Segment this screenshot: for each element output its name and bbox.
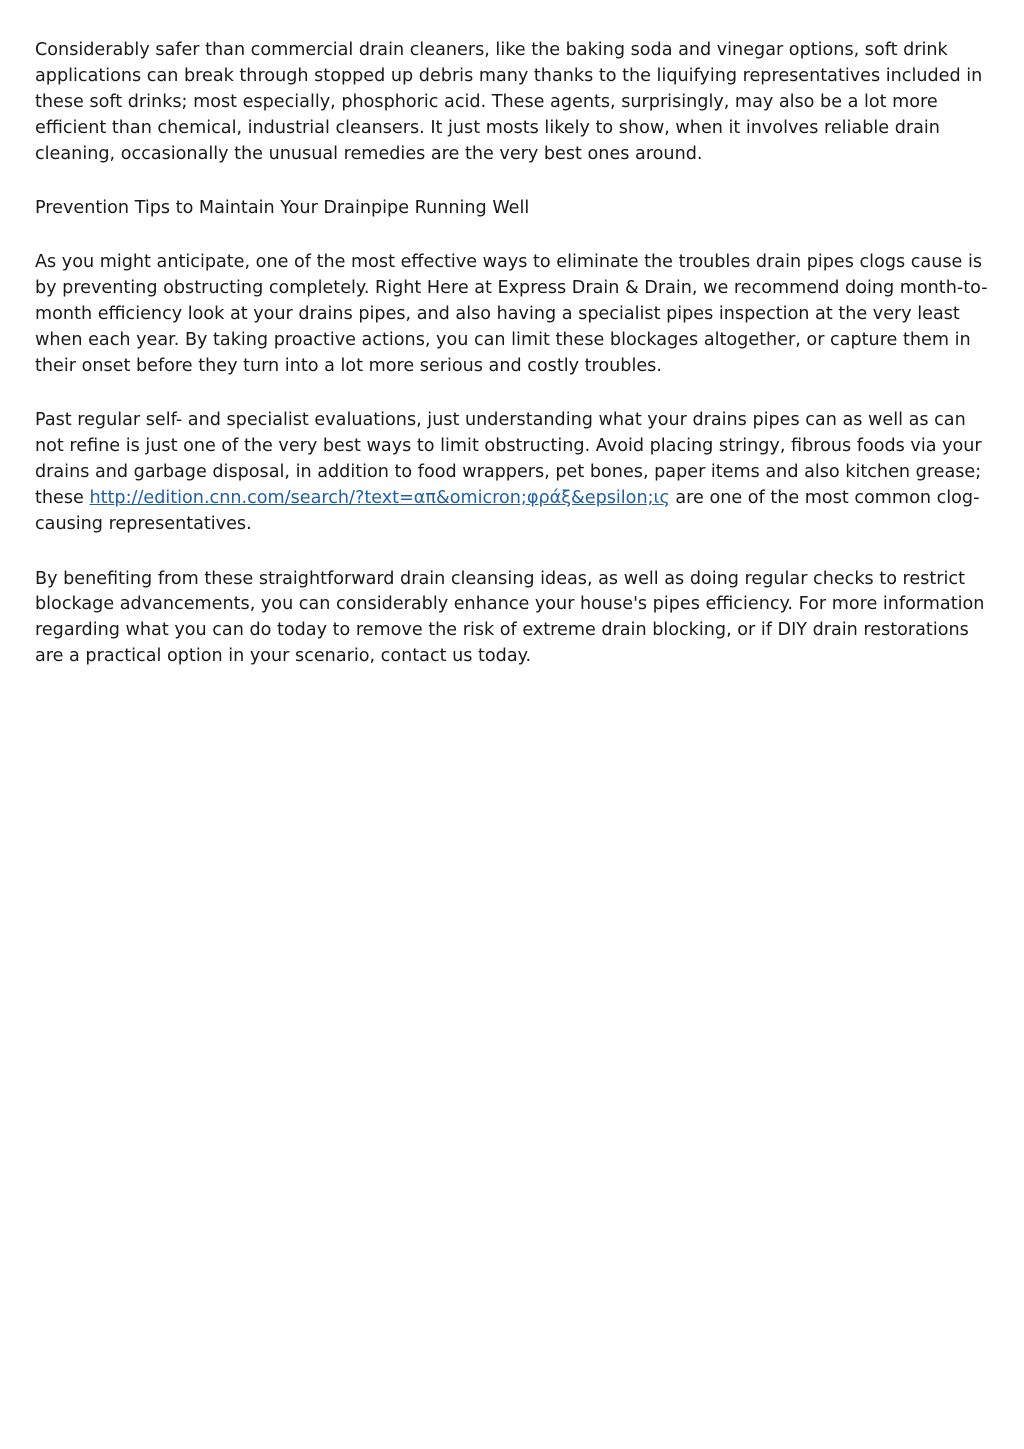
paragraph-conclusion: By benefiting from these straightforward drain cleansing ideas, as well as doing regular checks to restrict blockage advancements, you can considerably enhance your house's pipes efficiency. For more information regarding what you can do today to remove the risk of extreme drain blocking, or if DIY drain restorations are a practical option in your scenario, contact us today. <box>35 568 985 667</box>
paragraph-text-after-link: are one of the most common clog-causing representatives. <box>35 488 980 535</box>
paragraph-avoid-clogs <box>35 408 990 538</box>
paragraph-soft-drink: Considerably safer than commercial drain cleaners, like the baking soda and vinegar options, soft drink applications can break through stopped up debris many thanks to the liquifying representatives included in these soft drinks; most especially, phosphoric acid. These agents, surprisingly, may also be a lot more efficient than chemical, industrial cleansers. It just mosts likely to show, when it involves reliable drain cleaning, occasionally the unusual remedies are the very best ones around. <box>35 40 983 164</box>
paragraph-text-before-link: Past regular self- and specialist evaluations, just understanding what your drains pipes can as well as can not refine is just one of the very best ways to limit obstructing. Avoid placing stringy, fibrous foods via your drains and garbage disposal, in addition to food wrappers, pet bones, paper items and also kitchen grease; these <box>35 410 982 509</box>
cnn-search-link[interactable]: http://edition.cnn.com/search/?text=απ&omicron;φράξ&epsilon;ις <box>89 488 670 509</box>
document-body <box>35 38 990 699</box>
paragraph-prevention: As you might anticipate, one of the most effective ways to eliminate the troubles drain pipes clogs cause is by preventing obstructing completely. Right Here at Express Drain & Drain, we recommend doing month-to-month efficiency look at your drains pipes, and also having a specialist pipes inspection at the very least when each year. By taking proactive actions, you can limit these blockages altogether, or capture them in their onset before they turn into a lot more serious and costly troubles. <box>35 252 988 377</box>
section-heading: Prevention Tips to Maintain Your Drainpipe Running Well <box>35 198 530 219</box>
